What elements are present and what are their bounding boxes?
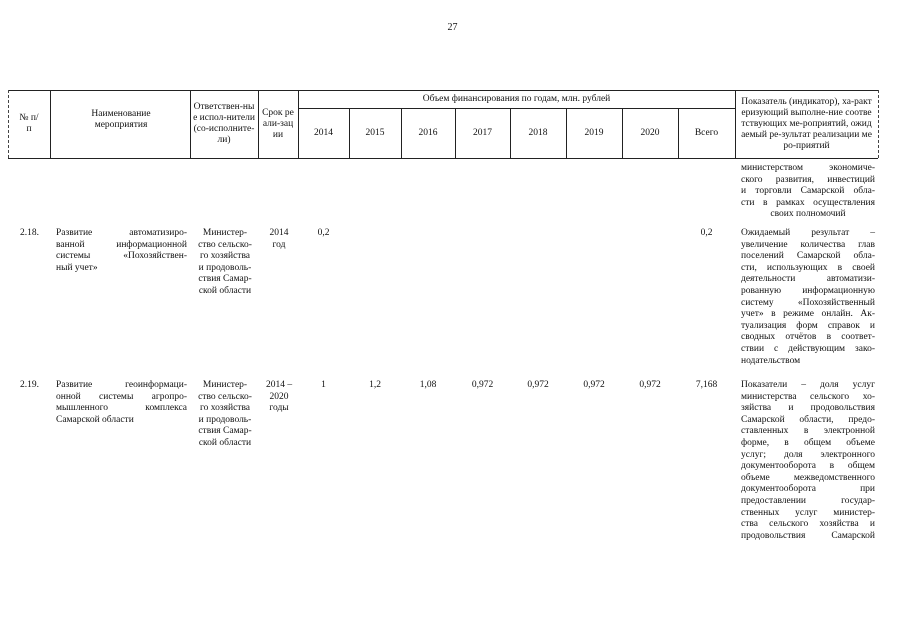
row-value-2018: 0,972	[527, 380, 549, 390]
row-indicator: Ожидаемый результат – увеличение количества глав поселений Самарской обла- сти, использующих в своей деятельности автоматизи- рованную информационную систему «Похозяйственный учет» в режиме онлайн. Ак- туализация форм справок и сводных отчётов в соответ- ствии с действующим зако- нодательством	[741, 228, 875, 366]
row-value-2014: 1	[321, 380, 326, 390]
row-term: 2014 год	[269, 228, 289, 250]
row-value-2017: 0,972	[471, 380, 494, 390]
header-total: Всего	[694, 127, 719, 138]
header-year-2017: 2017	[473, 127, 492, 138]
header-name: Наименование мероприятия	[91, 109, 151, 130]
row-value-2015: 1,2	[369, 380, 381, 390]
continuation-indicator-text: министерством экономиче- ского развития, инвестиций и торговли Самарской обла- сти в рамках осуществления своих полномочий	[741, 163, 875, 220]
header-term: Срок реали-зации	[262, 107, 294, 140]
page-number: 27	[447, 22, 458, 33]
header-year-2015: 2015	[365, 127, 385, 138]
header-indicator: Показатель (индикатор), ха-рактеризующий выполне-ние соответствующих ме-роприятий, ожидаемый ре-зультат реализации меро-приятий	[741, 96, 872, 151]
row-responsible: Министер- ство сельско- го хозяйства и продоволь- ствия Самар- ской области	[198, 380, 252, 448]
header-funding: Объем финансирования по годам, млн. рублей	[422, 93, 611, 104]
row-total: 7,168	[695, 380, 718, 390]
row-term: 2014 – 2020 годы	[265, 380, 293, 414]
header-year-2016: 2016	[418, 127, 438, 138]
row-value-2020: 0,972	[639, 380, 661, 390]
row-value-2019: 0,972	[583, 380, 605, 390]
header-responsible: Ответствен-ные испол-нители (со-исполните-ли)	[193, 102, 255, 145]
row-indicator: Показатели – доля услуг министерства сельского хо- зяйства и продовольствия Самарской области, предо- ставленных в электронной форме, в общем объеме услуг; доля электронного документооборота в общем объеме межведомственного документооборота при предоставлении государ- ственных услуг министер- ства сельского хозяйства и продовольствия Самарской	[741, 380, 875, 541]
row-name: Развитие автоматизиро- ванной информационной системы «Похозяйствен- ный учет»	[56, 228, 187, 273]
row-number: 2.19.	[20, 380, 39, 390]
header-year-2014: 2014	[314, 127, 333, 138]
row-value-2014: 0,2	[317, 228, 330, 238]
row-name: Развитие геоинформаци- онной системы агропро- мышленного комплекса Самарской области	[56, 380, 187, 425]
header-year-2020: 2020	[640, 127, 660, 138]
header-year-2018: 2018	[528, 127, 548, 138]
row-total: 0,2	[700, 228, 713, 238]
row-value-2016: 1,08	[419, 380, 437, 390]
header-no: № п/п	[19, 113, 39, 134]
header-year-2019: 2019	[584, 127, 604, 138]
row-responsible: Министер- ство сельско- го хозяйства и продоволь- ствия Самар- ской области	[198, 228, 252, 296]
row-number: 2.18.	[20, 228, 39, 238]
